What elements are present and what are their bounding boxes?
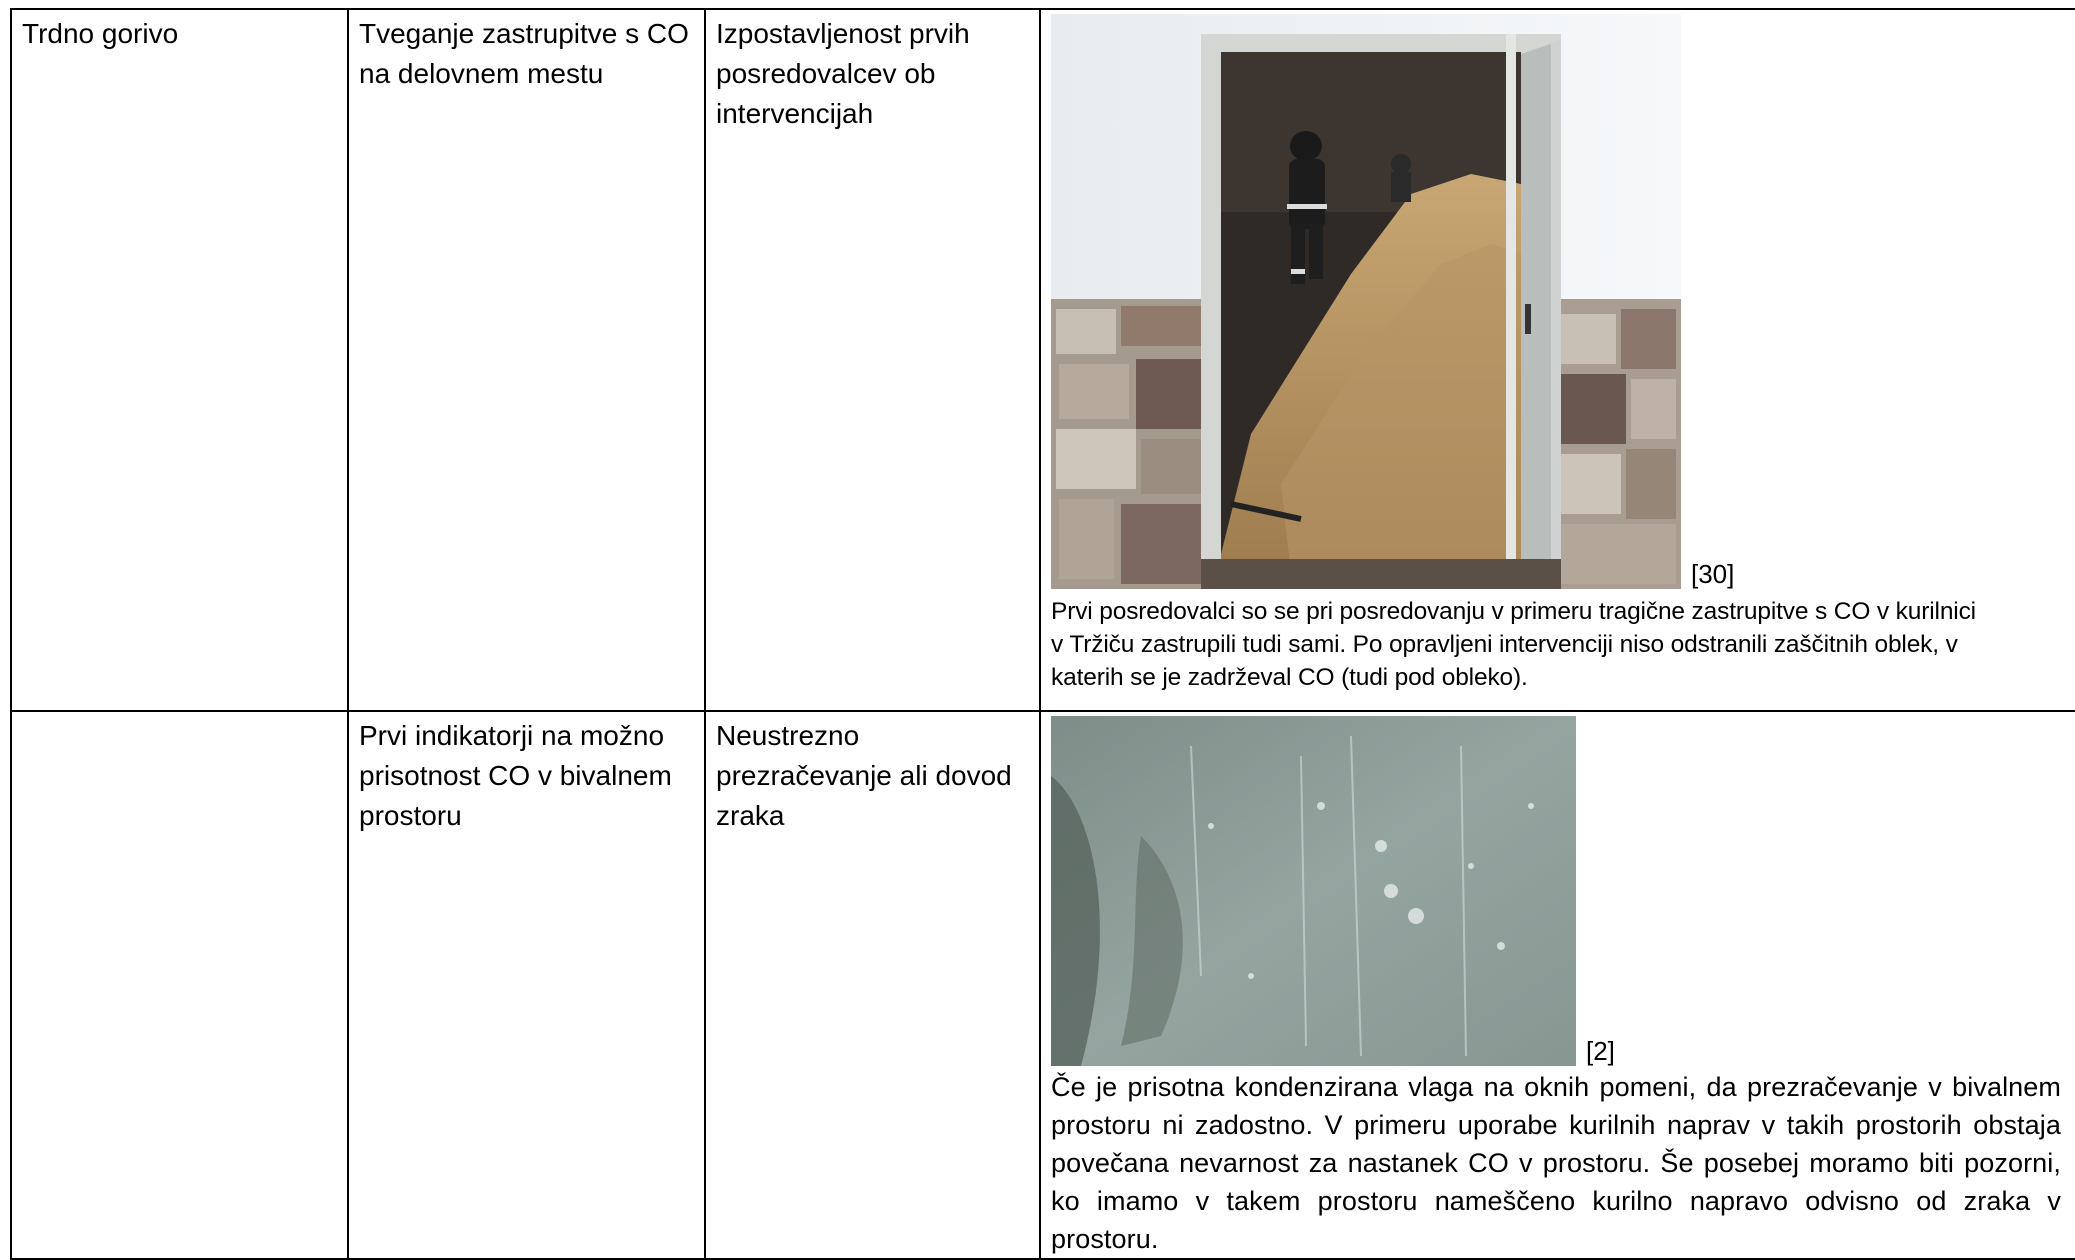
fuel-type-cell [11, 711, 348, 1259]
image-reference: [2] [1586, 1036, 1615, 1066]
risk-cell: Prvi indikatorji na možno prisotnost CO v bivalnem prostoru [348, 711, 705, 1259]
table-row [11, 711, 2075, 1259]
cause-cell: Neustrezno prezračevanje ali dovod zraka [705, 711, 1040, 1259]
caption-line: katerih se je zadrževal CO (tudi pod obleko). [1051, 664, 1528, 691]
image-caption: Če je prisotna kondenzirana vlaga na oknih pomeni, da prezračevanje v bivalnem prostoru ni zadostno. V primeru uporabe kurilnih naprav v takih prostorih obstaja povečana nevarnost za nastanek CO v prostoru. Še posebej moramo biti pozorni, ko imamo v takem prostoru nameščeno kurilno napravo odvisno od zraka v prostoru. [1051, 1072, 2061, 1254]
image-caption [1051, 595, 2065, 694]
doorway-photo [1051, 14, 1681, 589]
condensation-window-photo [1051, 716, 1576, 1066]
image-line [1051, 14, 2065, 589]
example-cell [1040, 711, 2075, 1259]
fuel-type-cell: Trdno gorivo [11, 9, 348, 711]
document-table [10, 8, 2075, 1260]
caption-line: Prvi posredovalci so se pri posredovanju v primeru tragične zastrupitve s CO v kurilnici [1051, 598, 1976, 625]
caption-line: v Tržiču zastrupili tudi sami. Po opravljeni intervenciji niso odstranili zaščitnih oblek, v [1051, 631, 1958, 658]
example-cell [1040, 9, 2075, 711]
cause-cell: Izpostavljenost prvih posredovalcev ob intervencijah [705, 9, 1040, 711]
table-row [11, 9, 2075, 711]
risk-cell: Tveganje zastrupitve s CO na delovnem mestu [348, 9, 705, 711]
image-line [1051, 716, 2065, 1066]
image-reference: [30] [1691, 559, 1735, 589]
